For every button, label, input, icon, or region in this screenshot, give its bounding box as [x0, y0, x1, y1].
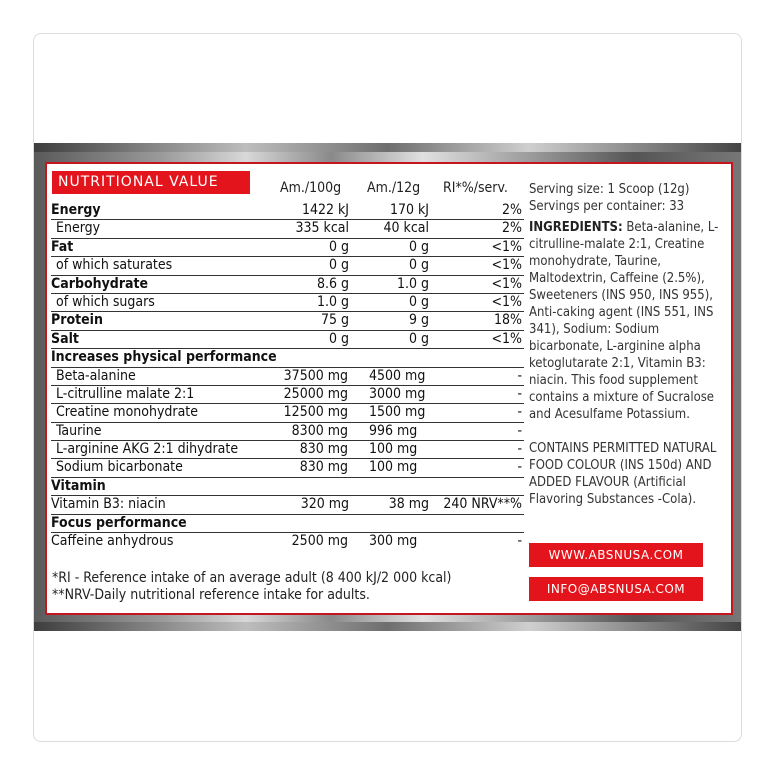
serving-size: Serving size: 1 Scoop (12g) [529, 182, 690, 197]
ingredients-heading: INGREDIENTS: [529, 220, 623, 235]
nutrition-table [51, 202, 524, 551]
section-heading-focus-performance: Focus performance [51, 515, 524, 533]
website-link[interactable]: WWW.ABSNUSA.COM [529, 543, 703, 567]
section-heading-physical-performance: Increases physical performance [51, 349, 524, 367]
footnotes [52, 570, 451, 604]
table-row: Protein 75 g 9 g 18% [51, 312, 524, 330]
ingredients-text: Beta-alanine, L-citrulline-malate 2:1, Creatine monohydrate, Taurine, Maltodextrin, Caffeine (2.5%), Sweeteners (INS 950, INS 955), Anti-caking agent (INS 551, INS 341), Sodium: Sodium bicarbonate, L-arginine alpha ketoglutarate 2:1, Vitamin B3: niacin. This food supplement contains a mixture of Sucralose and Acesulfame Potassium. [529, 220, 719, 422]
table-row: Vitamin B3: niacin 320 mg 38 mg 240 NRV**% [51, 496, 524, 514]
column-header-per-100g: Am./100g [280, 180, 342, 196]
table-row: Fat 0 g 0 g <1% [51, 239, 524, 257]
table-row: Salt 0 g 0 g <1% [51, 331, 524, 349]
table-row: Sodium bicarbonate 830 mg 100 mg - [51, 459, 524, 477]
table-row: L-citrulline malate 2:1 25000 mg 3000 mg - [51, 386, 524, 404]
column-header-per-12g: Am./12g [367, 180, 421, 196]
footnote-nrv: **NRV-Daily nutritional reference intake for adults. [52, 587, 370, 603]
servings-per-container: Servings per container: 33 [529, 199, 685, 214]
footnote-ri: *RI - Reference intake of an average adult (8 400 kJ/2 000 kcal) [52, 570, 452, 586]
table-row: Caffeine anhydrous 2500 mg 300 mg - [51, 533, 522, 550]
colour-note: CONTAINS PERMITTED NATURAL FOOD COLOUR (INS 150d) AND ADDED FLAVOUR (Artificial Flavoring Substances -Cola). [529, 441, 717, 507]
table-row: Creatine monohydrate 12500 mg 1500 mg - [51, 404, 524, 422]
ingredients [529, 219, 724, 423]
table-row: Taurine 8300 mg 996 mg - [51, 423, 524, 441]
section-heading-vitamin: Vitamin [51, 478, 524, 496]
table-row: Energy 335 kcal 40 kcal 2% [51, 220, 524, 238]
table-row: Energy 1422 kJ 170 kJ 2% [51, 202, 524, 220]
table-row: Beta-alanine 37500 mg 4500 mg - [51, 368, 524, 386]
product-info-panel [529, 181, 724, 508]
table-row: L-arginine AKG 2:1 dihydrate 830 mg 100 mg - [51, 441, 524, 459]
table-row: of which saturates 0 g 0 g <1% [51, 257, 524, 275]
nutritional-value-heading: NUTRITIONAL VALUE [52, 171, 250, 194]
column-header-ri: RI*%/serv. [443, 180, 508, 196]
table-row: Carbohydrate 8.6 g 1.0 g <1% [51, 276, 524, 294]
email-link[interactable]: INFO@ABSNUSA.COM [529, 577, 703, 601]
table-row: of which sugars 1.0 g 0 g <1% [51, 294, 524, 312]
